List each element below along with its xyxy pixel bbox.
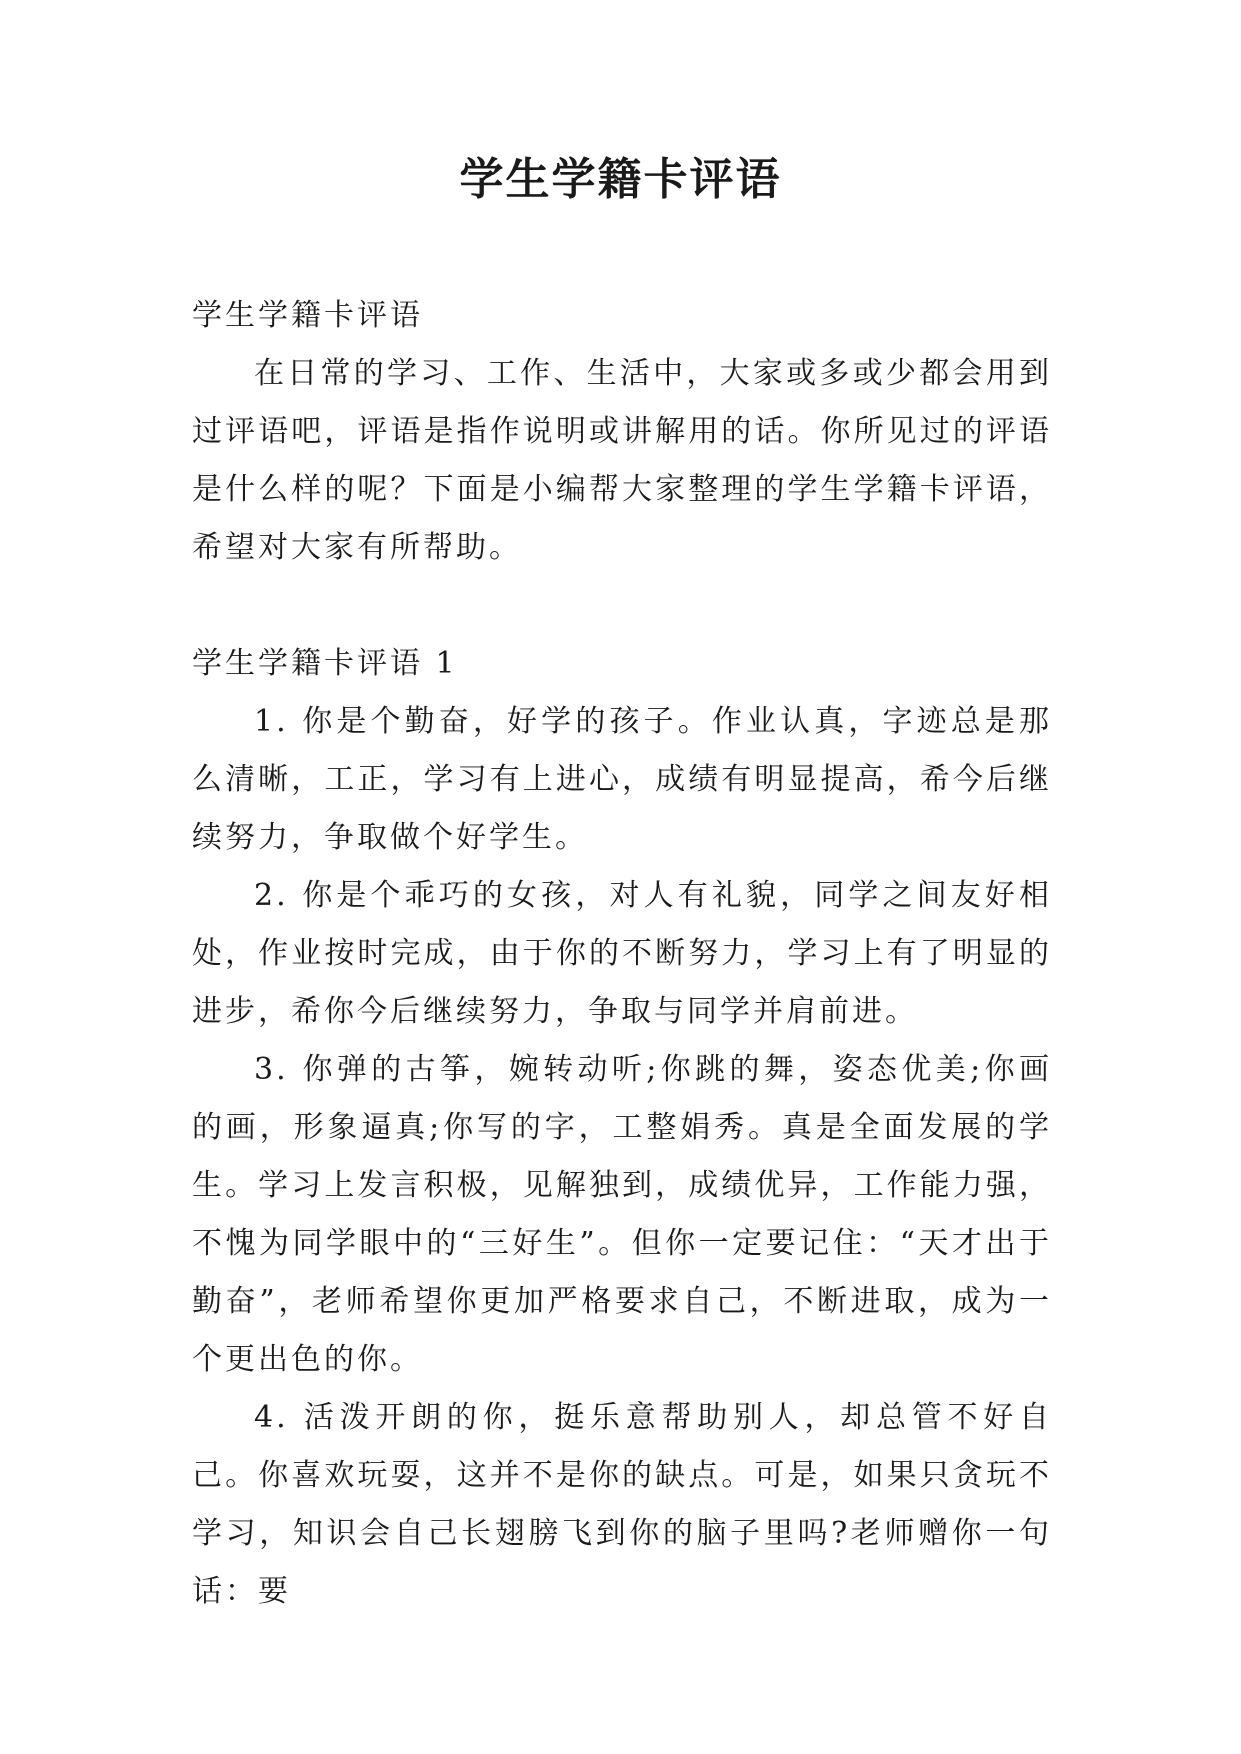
intro-paragraph: 在日常的学习、工作、生活中，大家或多或少都会用到过评语吧，评语是指作说明或讲解用的话。你所见过的评语是什么样的呢？下面是小编帮大家整理的学生学籍卡评语，希望对大家有所帮助。 (192, 356, 1052, 565)
section-heading: 学生学籍卡评语 1 (192, 646, 458, 681)
intro-heading: 学生学籍卡评语 (192, 298, 423, 333)
section-spacer (192, 577, 1052, 635)
document-title: 学生学籍卡评语 (459, 154, 782, 205)
comment-item-2: 2. 你是个乖巧的女孩，对人有礼貌，同学之间友好相处，作业按时完成，由于你的不断努力，学习上有了明显的进步，希你今后继续努力，争取与同学并肩前进。 (192, 878, 1052, 1029)
comment-item-4: 4. 活泼开朗的你，挺乐意帮助别人，却总管不好自己。你喜欢玩耍，这并不是你的缺点。可是，如果只贪玩不学习，知识会自己长翅膀飞到你的脑子里吗?老师赠你一句话：要 (192, 1400, 1052, 1609)
comment-item-1: 1. 你是个勤奋，好学的孩子。作业认真，字迹总是那么清晰，工正，学习有上进心，成绩有明显提高，希今后继续努力，争取做个好学生。 (192, 704, 1052, 855)
comment-item-3: 3. 你弹的古筝，婉转动听;你跳的舞，姿态优美;你画的画，形象逼真;你写的字，工整娟秀。真是全面发展的学生。学习上发言积极，见解独到，成绩优异，工作能力强，不愧为同学眼中的“三好生”。但你一定要记住：“天才出于勤奋”，老师希望你更加严格要求自己，不断进取，成为一个更出色的你。 (192, 1052, 1052, 1377)
document-body (192, 287, 1052, 1621)
